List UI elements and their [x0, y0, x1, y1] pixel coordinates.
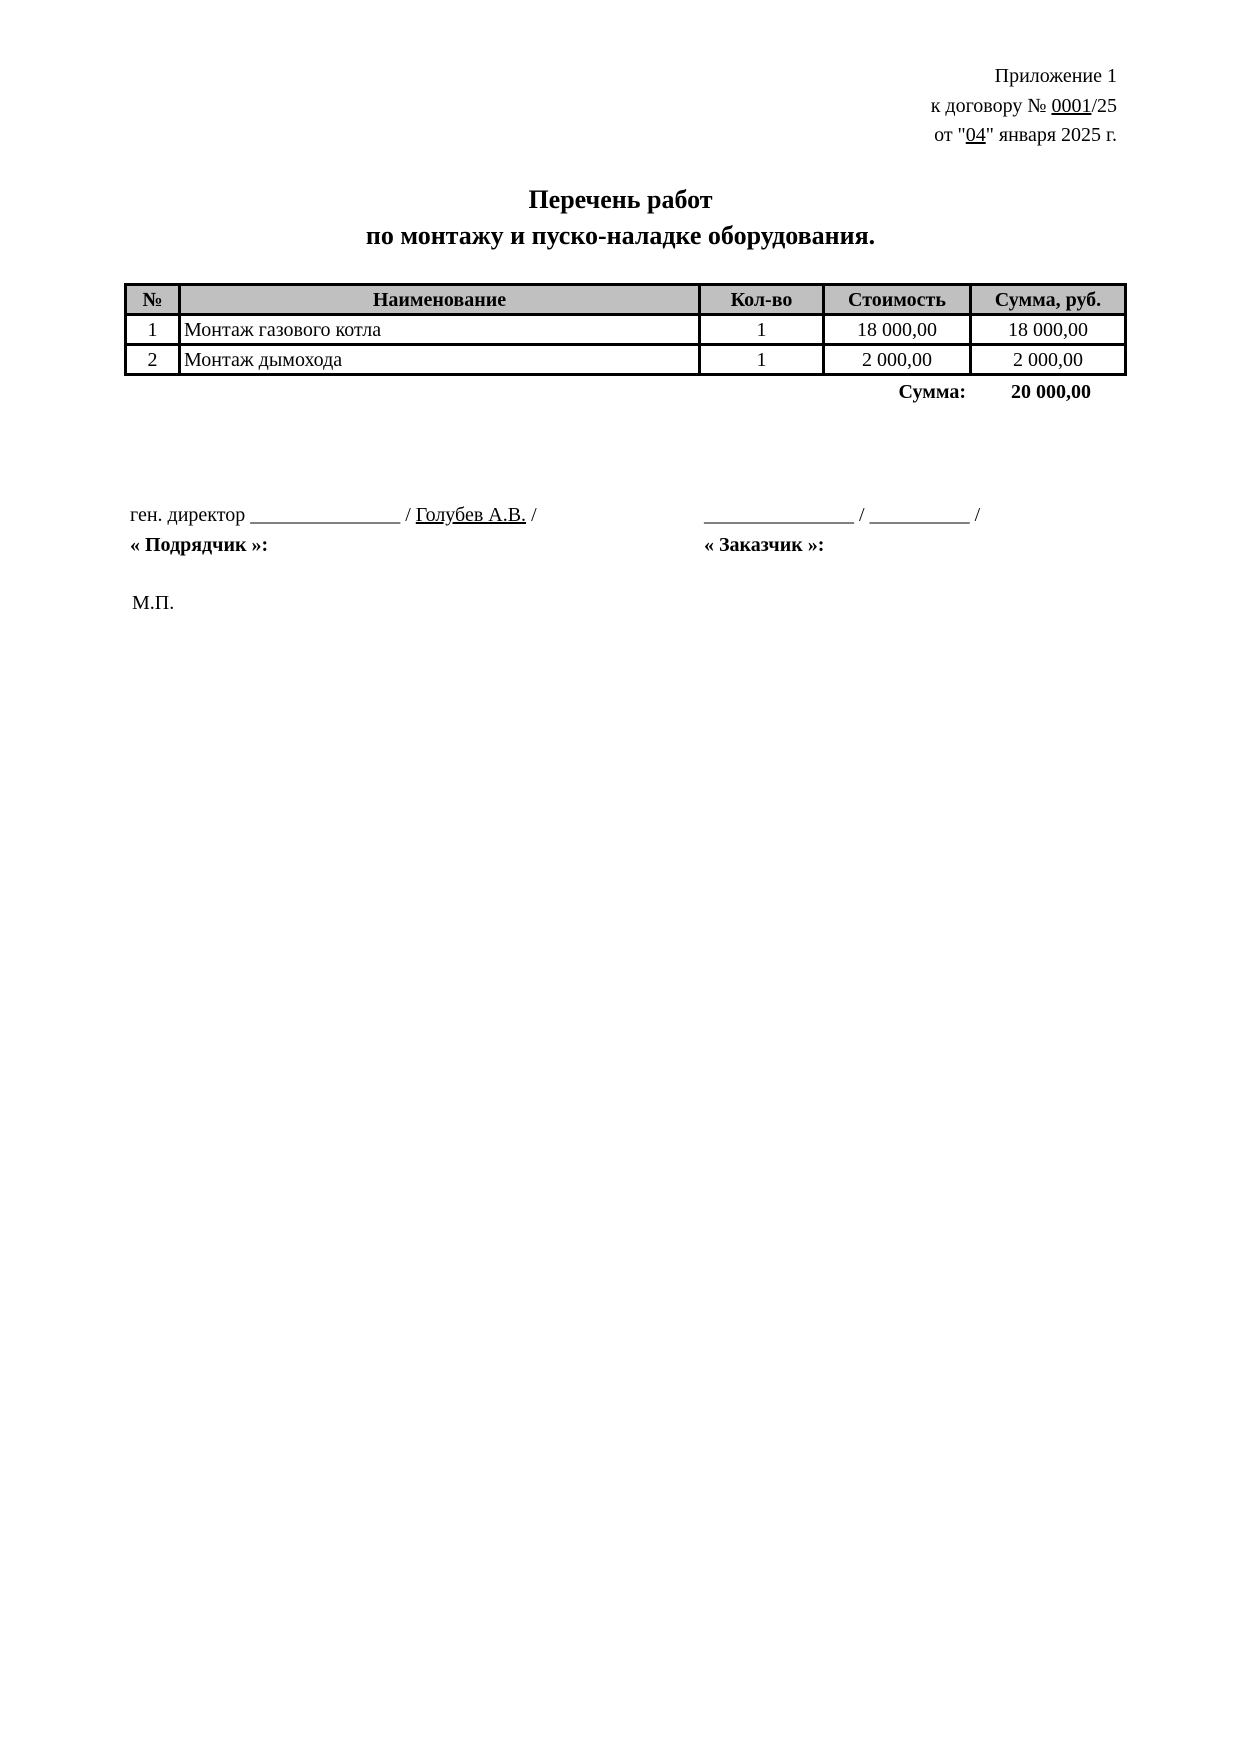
- contractor-name: Голубев А.В.: [415, 504, 527, 526]
- contract-number: 0001: [1051, 94, 1092, 117]
- contractor-position: ген. директор: [130, 504, 246, 526]
- header-quantity: Кол-во: [700, 285, 824, 315]
- contractor-role: « Подрядчик »:: [130, 534, 269, 556]
- row-price: 2 000,00: [824, 345, 971, 375]
- contract-date-day: 04: [965, 124, 986, 146]
- contract-date: от "04" января 2025 г.: [934, 124, 1117, 146]
- title-line-2: по монтажу и пуско-наладке оборудования.: [365, 221, 876, 250]
- row-price: 18 000,00: [824, 315, 971, 345]
- row-name: Монтаж газового котла: [180, 315, 700, 345]
- header-name: Наименование: [180, 285, 700, 315]
- header-price: Стоимость: [824, 285, 971, 315]
- table-header-row: [126, 285, 1126, 315]
- appendix-title: Приложение 1: [994, 65, 1117, 87]
- table-row: [126, 345, 1126, 375]
- row-number: 1: [126, 315, 180, 345]
- total-value: 20 000,00: [1011, 381, 1091, 403]
- customer-signature-block: [704, 500, 980, 560]
- customer-signature-line: _______________ / __________ /: [704, 504, 981, 526]
- row-number: 2: [126, 345, 180, 375]
- contractor-sign-field: _______________: [250, 504, 401, 526]
- customer-role: « Заказчик »:: [704, 534, 825, 556]
- header-number: №: [126, 285, 180, 315]
- table-row: [126, 315, 1126, 345]
- appendix-header: [931, 62, 1117, 151]
- total-row: [124, 381, 1124, 409]
- contractor-signature-block: [130, 500, 537, 560]
- row-sum: 2 000,00: [971, 345, 1126, 375]
- row-quantity: 1: [700, 315, 824, 345]
- customer-sign-field: _______________: [704, 504, 854, 526]
- header-sum: Сумма, руб.: [971, 285, 1126, 315]
- row-quantity: 1: [700, 345, 824, 375]
- total-label: Сумма:: [898, 381, 966, 403]
- row-name: Монтаж дымохода: [180, 345, 700, 375]
- stamp-placeholder: М.П.: [132, 592, 175, 614]
- title-line-1: Перечень работ: [528, 185, 713, 214]
- customer-name-field: __________: [869, 504, 970, 526]
- row-sum: 18 000,00: [971, 315, 1126, 345]
- contractor-signature-line: ген. директор _______________ / Голубев А.В. /: [130, 504, 537, 526]
- works-table: [124, 283, 1127, 376]
- contract-reference: к договору № 0001/25: [930, 94, 1117, 117]
- document-title: [0, 182, 1241, 254]
